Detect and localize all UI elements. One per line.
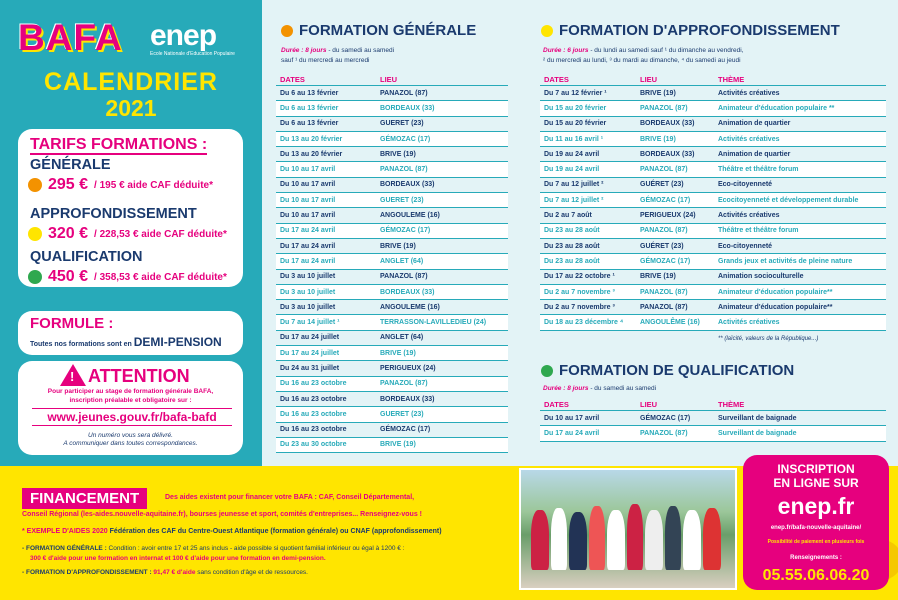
table-row: [540, 285, 886, 300]
table-cell: Du 23 au 30 octobre: [280, 441, 347, 449]
table-cell: BRIVE (19): [380, 242, 416, 250]
table-cell: Du 3 au 10 juillet: [280, 288, 336, 296]
table-cell: Animateur d'éducation populaire**: [718, 288, 833, 296]
tarifs-card: [18, 129, 243, 287]
table-row: [540, 224, 886, 239]
tarif-label-generale: GÉNÉRALE: [30, 157, 111, 173]
table-cell: Du 7 au 14 juillet ¹: [280, 319, 340, 327]
table-row: [276, 346, 508, 361]
table-cell: BORDEAUX (33): [380, 181, 435, 189]
table-cell: Du 17 au 24 avril: [280, 257, 336, 265]
table-cell: Du 24 au 31 juillet: [280, 364, 340, 372]
table-cell: GUERET (23): [380, 410, 424, 418]
table-row: [276, 285, 508, 300]
table-cell: Du 16 au 23 octobre: [280, 395, 347, 403]
table-cell: Animateur d'éducation populaire**: [718, 303, 833, 311]
table-row: [540, 101, 886, 116]
tarif-label-qualif: QUALIFICATION: [30, 249, 143, 265]
table-cell: BRIVE (19): [380, 441, 416, 449]
orange-dot-icon: [281, 25, 293, 37]
table-row: [540, 300, 886, 315]
attention-title: ATTENTION: [88, 366, 190, 386]
tarif-row-generale: [28, 176, 213, 194]
table-cell: Surveillant de baignade: [718, 414, 797, 422]
table-row: [276, 224, 508, 239]
group-photo: [519, 468, 737, 590]
table-cell: PERIGUEUX (24): [640, 212, 696, 220]
table-cell: Du 2 au 7 novembre ³: [544, 288, 615, 296]
table-cell: BORDEAUX (33): [640, 150, 695, 158]
table-row: [276, 132, 508, 147]
table-row: [276, 315, 508, 330]
generale-table: [276, 74, 508, 453]
table-cell: Du 10 au 17 avril: [280, 196, 336, 204]
table-cell: ANGLET (64): [380, 334, 424, 342]
table-cell: Du 19 au 24 avril: [544, 150, 600, 158]
green-dot-icon: [541, 365, 553, 377]
table-row: [276, 162, 508, 177]
appro-duration: Durée : 6 jours - du lundi au samedi sauf ¹ du dimanche au vendredi, ² du mercredi au lundi, ³ du mardi au dimanche, ⁴ du samedi au jeudi: [543, 47, 744, 64]
table-row: [276, 254, 508, 269]
tarif-label-appro: APPROFONDISSEMENT: [30, 206, 197, 222]
table-cell: Du 10 au 17 avril: [280, 181, 336, 189]
table-row: [276, 300, 508, 315]
column-header: LIEU: [640, 400, 658, 409]
green-dot-icon: [28, 270, 42, 284]
tarif-price: 320 €: [48, 225, 89, 242]
table-cell: Du 10 au 17 avril: [280, 166, 336, 174]
bafa-logo: BAFA: [18, 17, 123, 58]
table-cell: GÉMOZAC (17): [380, 426, 431, 434]
table-cell: PERIGUEUX (24): [380, 364, 436, 372]
table-cell: Du 15 au 20 février: [544, 104, 607, 112]
table-row: [540, 315, 886, 330]
table-cell: Du 6 au 13 février: [280, 89, 339, 97]
table-row: [276, 270, 508, 285]
orange-dot-icon: [28, 178, 42, 192]
table-cell: TERRASSON-LAVILLEDIEU (24): [380, 319, 487, 327]
table-row: [540, 147, 886, 162]
table-row: [540, 426, 886, 441]
table-row: [276, 178, 508, 193]
table-cell: Du 17 au 24 avril: [280, 242, 336, 250]
column-header: THÈME: [718, 75, 745, 84]
table-cell: Du 10 au 17 avril: [544, 414, 600, 422]
table-row: [540, 254, 886, 269]
column-header: DATES: [544, 75, 569, 84]
table-cell: PANAZOL (87): [640, 104, 688, 112]
column-header: LIEU: [380, 75, 398, 84]
table-cell: PANAZOL (87): [640, 429, 688, 437]
table-cell: Du 16 au 23 octobre: [280, 426, 347, 434]
table-cell: GUERET (23): [380, 196, 424, 204]
table-cell: BORDEAUX (33): [640, 120, 695, 128]
enep-logo-text: enep: [150, 19, 217, 52]
fin-line-2: Conseil Régional (les-aides.nouvelle-aquitaine.fr), bourses jeunesse et sport, comités d'entreprises... Renseignez-vous !: [22, 511, 422, 518]
table-cell: Du 17 au 24 avril: [280, 227, 336, 235]
table-cell: ANGLET (64): [380, 257, 424, 265]
tarif-row-qualif: [28, 268, 227, 286]
attention-text: Pour participer au stage de formation générale BAFA, inscription préalable et obligatoire sur :: [47, 388, 214, 404]
table-row: [540, 270, 886, 285]
inscription-sub[interactable]: enep.fr/bafa-nouvelle-aquitaine/: [770, 525, 862, 531]
warning-icon: !: [60, 364, 86, 386]
table-cell: PANAZOL (87): [640, 288, 688, 296]
table-cell: Ecocitoyenneté et développement durable: [718, 196, 859, 204]
table-header: [540, 74, 886, 86]
table-cell: PANAZOL (87): [380, 89, 428, 97]
formule-card: [18, 311, 243, 355]
table-cell: PANAZOL (87): [380, 273, 428, 281]
table-cell: GUÉRET (23): [640, 181, 684, 189]
table-cell: BRIVE (19): [640, 89, 676, 97]
table-row: [276, 377, 508, 392]
calendar-title: CALENDRIER: [44, 68, 218, 96]
bafa-link[interactable]: www.jeunes.gouv.fr/bafa-bafd: [32, 408, 232, 426]
table-row: [276, 193, 508, 208]
table-cell: GÉMOZAC (17): [640, 196, 691, 204]
table-cell: Activités créatives: [718, 319, 780, 327]
table-cell: BRIVE (19): [640, 273, 676, 281]
table-row: [540, 178, 886, 193]
table-cell: BRIVE (19): [380, 349, 416, 357]
table-cell: Grands jeux et activités de pleine nature: [718, 257, 853, 265]
column-header: DATES: [280, 75, 305, 84]
table-cell: Du 13 au 20 février: [280, 150, 343, 158]
table-cell: BRIVE (19): [380, 150, 416, 158]
table-row: [276, 147, 508, 162]
table-cell: GÉMOZAC (17): [640, 414, 691, 422]
table-row: [276, 331, 508, 346]
qualif-table: [540, 399, 886, 442]
yellow-dot-icon: [541, 25, 553, 37]
table-cell: Du 2 au 7 novembre ³: [544, 303, 615, 311]
table-cell: Animation socioculturelle: [718, 273, 804, 281]
enep-logo-sub: Ecole Nationale d'Education Populaire: [150, 51, 235, 57]
fin-line-1: Des aides existent pour financer votre BAFA : CAF, Conseil Départemental,: [165, 494, 415, 501]
table-cell: Du 17 au 24 avril: [544, 429, 600, 437]
appro-footnote: ** (laïcité, valeurs de la République...): [718, 336, 819, 342]
appro-table: [540, 74, 886, 331]
attention-note: Un numéro vous sera délivré. A communiquer dans toutes correspondances.: [63, 432, 198, 447]
enep-logo: [150, 19, 235, 57]
table-cell: Animation de quartier: [718, 120, 791, 128]
column-header: LIEU: [640, 75, 658, 84]
table-cell: Théâtre et théâtre forum: [718, 166, 799, 174]
table-cell: Du 2 au 7 août: [544, 212, 592, 220]
table-cell: ANGOULEME (16): [380, 303, 440, 311]
table-cell: BORDEAUX (33): [380, 395, 435, 403]
table-cell: Du 10 au 17 avril: [280, 212, 336, 220]
table-header: [276, 74, 508, 86]
column-header: DATES: [544, 400, 569, 409]
generale-duration: Durée : 8 jours - du samedi au samedi sauf ¹ du mercredi au mercredi: [281, 47, 395, 64]
table-cell: Du 23 au 28 août: [544, 227, 600, 235]
table-cell: Du 13 au 20 février: [280, 135, 343, 143]
table-cell: Du 6 au 13 février: [280, 104, 339, 112]
table-cell: Du 15 au 20 février: [544, 120, 607, 128]
fin-line-5: 300 € d'aide pour une formation en internat et 100 € d'aide pour une formation en demi-pension.: [30, 555, 326, 562]
logos: [18, 15, 248, 65]
table-row: [276, 86, 508, 101]
table-cell: Du 16 au 23 octobre: [280, 380, 347, 388]
table-cell: Du 7 au 12 juillet ²: [544, 196, 604, 204]
table-cell: Du 23 au 28 août: [544, 257, 600, 265]
table-row: [276, 392, 508, 407]
table-row: [276, 208, 508, 223]
table-cell: ANGOULEME (16): [380, 212, 440, 220]
tarif-caf: / 358,53 € aide CAF déduite*: [94, 271, 227, 283]
table-cell: Activités créatives: [718, 89, 780, 97]
table-cell: Du 18 au 23 décembre ⁴: [544, 319, 624, 327]
formule-text: Toutes nos formations sont en DEMI-PENSION: [30, 335, 222, 349]
generale-title: FORMATION GÉNÉRALE: [281, 22, 476, 39]
table-header: [540, 399, 886, 411]
payment-note: Possibilité de paiement en plusieurs fois: [767, 539, 865, 545]
table-row: [540, 208, 886, 223]
table-row: [540, 86, 886, 101]
inscription-title: INSCRIPTION EN LIGNE SUR: [773, 462, 859, 490]
table-row: [540, 193, 886, 208]
table-cell: GUERET (23): [380, 120, 424, 128]
tarif-caf: / 228,53 € aide CAF déduite*: [94, 228, 227, 240]
table-row: [276, 101, 508, 116]
table-cell: Du 23 au 28 août: [544, 242, 600, 250]
table-cell: Du 6 au 13 février: [280, 120, 339, 128]
qualif-title: FORMATION DE QUALIFICATION: [541, 362, 794, 379]
phone-number: 05.55.06.06.20: [762, 567, 870, 584]
table-cell: Du 17 au 24 juillet: [280, 349, 340, 357]
renseignements-label: Renseignements :: [790, 555, 842, 561]
table-row: [276, 438, 508, 453]
table-cell: Eco-citoyenneté: [718, 181, 773, 189]
table-cell: GUÉRET (23): [640, 242, 684, 250]
table-cell: PANAZOL (87): [640, 166, 688, 174]
appro-title: FORMATION D'APPROFONDISSEMENT: [541, 22, 840, 39]
inscription-card: [743, 455, 889, 590]
table-cell: GÉMOZAC (17): [640, 257, 691, 265]
formule-title: FORMULE :: [30, 315, 114, 332]
table-cell: Activités créatives: [718, 135, 780, 143]
inscription-url[interactable]: enep.fr: [777, 493, 855, 519]
table-cell: Du 17 au 22 octobre ¹: [544, 273, 615, 281]
table-row: [540, 239, 886, 254]
tarif-row-appro: [28, 225, 227, 243]
table-cell: Surveillant de baignade: [718, 429, 797, 437]
tarif-price: 450 €: [48, 268, 89, 285]
financement-title: FINANCEMENT: [22, 488, 147, 509]
yellow-dot-icon: [28, 227, 42, 241]
table-row: [276, 423, 508, 438]
fin-line-4: - FORMATION GÉNÉRALE : Condition : avoir entre 17 et 25 ans inclus - aide possible si quotient familial inférieur ou égal à 1200 € :: [22, 545, 405, 552]
table-cell: Du 7 au 12 février ¹: [544, 89, 607, 97]
table-cell: Théâtre et théâtre forum: [718, 227, 799, 235]
table-cell: Animateur d'éducation populaire **: [718, 104, 835, 112]
table-row: [276, 361, 508, 376]
table-row: [276, 117, 508, 132]
table-cell: Du 3 au 10 juillet: [280, 273, 336, 281]
table-cell: Du 7 au 12 juillet ²: [544, 181, 604, 189]
attention-card: [18, 361, 243, 455]
table-row: [540, 411, 886, 426]
fin-line-3: * EXEMPLE D'AIDES 2020 Fédération des CAF du Centre-Ouest Atlantique (formation générale) ou CNAF (approfondissement): [22, 528, 442, 535]
table-cell: BRIVE (19): [640, 135, 676, 143]
tarif-price: 295 €: [48, 176, 89, 193]
table-row: [276, 407, 508, 422]
table-cell: BORDEAUX (33): [380, 288, 435, 296]
qualif-duration: Durée : 8 jours - du samedi au samedi: [543, 385, 657, 392]
fin-line-6: - FORMATION D'APPROFONDISSEMENT : 91,47 € d'aide sans condition d'âge et de ressources.: [22, 569, 308, 576]
table-row: [540, 117, 886, 132]
table-cell: Activités créatives: [718, 212, 780, 220]
table-cell: Du 3 au 10 juillet: [280, 303, 336, 311]
table-cell: PANAZOL (87): [640, 303, 688, 311]
table-cell: Du 11 au 16 avril ¹: [544, 135, 604, 143]
table-cell: Du 17 au 24 juillet: [280, 334, 340, 342]
table-cell: Du 19 au 24 avril: [544, 166, 600, 174]
table-cell: PANAZOL (87): [380, 380, 428, 388]
column-header: THÈME: [718, 400, 745, 409]
table-cell: BORDEAUX (33): [380, 104, 435, 112]
table-cell: Animation de quartier: [718, 150, 791, 158]
table-row: [276, 239, 508, 254]
table-cell: Du 16 au 23 octobre: [280, 410, 347, 418]
table-cell: PANAZOL (87): [640, 227, 688, 235]
table-cell: GÉMOZAC (17): [380, 227, 431, 235]
table-row: [540, 162, 886, 177]
table-cell: Eco-citoyenneté: [718, 242, 773, 250]
table-cell: PANAZOL (87): [380, 166, 428, 174]
tarifs-title: TARIFS FORMATIONS :: [30, 136, 208, 153]
table-cell: GÉMOZAC (17): [380, 135, 431, 143]
calendar-year: 2021: [105, 95, 157, 121]
table-cell: ANGOULÊME (16): [640, 319, 700, 327]
table-row: [540, 132, 886, 147]
tarif-caf: / 195 € aide CAF déduite*: [94, 179, 213, 191]
